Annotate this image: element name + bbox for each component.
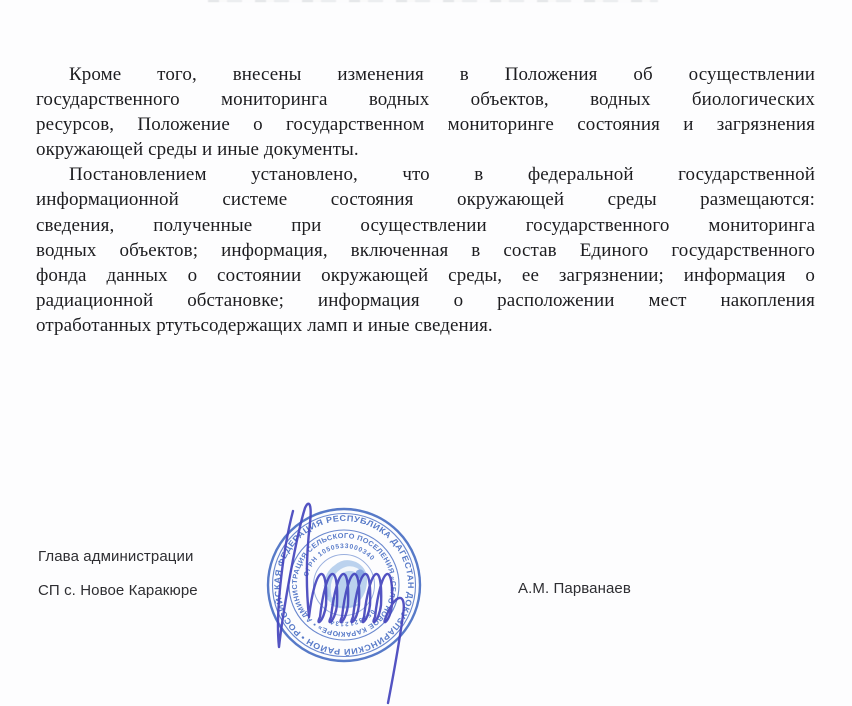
text-line: радиационной обстановке; информация о расположении мест накопления [36, 289, 815, 311]
text-line: информационной системе состояния окружающей среды размещаются: [36, 189, 815, 211]
text-line: окружающей среды и иные документы. [36, 139, 359, 161]
cutoff-text-artifact [208, 0, 658, 2]
text-line: ресурсов, Положение о государственном мониторинге состояния и загрязнения [36, 114, 815, 136]
document-body [36, 62, 815, 338]
seal-ogrn-text: ОГРН 1050533000340 [302, 542, 376, 578]
signer-position-line1: Глава администрации [38, 548, 194, 565]
text-line: отработанных ртутьсодержащих ламп и иные сведения. [36, 314, 493, 336]
seal-inner-ring-text: АДМИНИСТРАЦИЯ СЕЛЬСКОГО ПОСЕЛЕНИЯ «СЕЛО НОВОЕ КАРАКЮРЕ» • [290, 531, 398, 639]
signer-name: А.М. Парванаев [518, 580, 631, 597]
paragraph-2 [36, 162, 815, 338]
text-line: Кроме того, внесены изменения в Положения об осуществлении [69, 64, 815, 85]
text-line: водных объектов; информация, включенная в состав Единого государственного [36, 239, 815, 261]
text-line: фонда данных о состоянии окружающей среды, ее загрязнении; информация о [36, 264, 815, 286]
signer-position-line2: СП с. Новое Каракюре [38, 582, 198, 599]
text-line: сведения, полученные при осуществлении государственного мониторинга [36, 214, 815, 236]
text-line: государственного мониторинга водных объектов, водных биологических [36, 89, 815, 111]
signature-stroke [278, 504, 404, 703]
seal-inn-number: 0553212134 [329, 607, 376, 628]
paragraph-1 [36, 62, 815, 162]
text-line: Постановлением установлено, что в федеральной государственной [69, 164, 815, 186]
seal-outer-ring-text: РОССИЙСКАЯ ФЕДЕРАЦИЯ РЕСПУБЛИКА ДАГЕСТАН ДОКУЗПАРИНСКИЙ РАЙОН • [271, 512, 417, 658]
handwritten-signature-icon [255, 495, 425, 706]
